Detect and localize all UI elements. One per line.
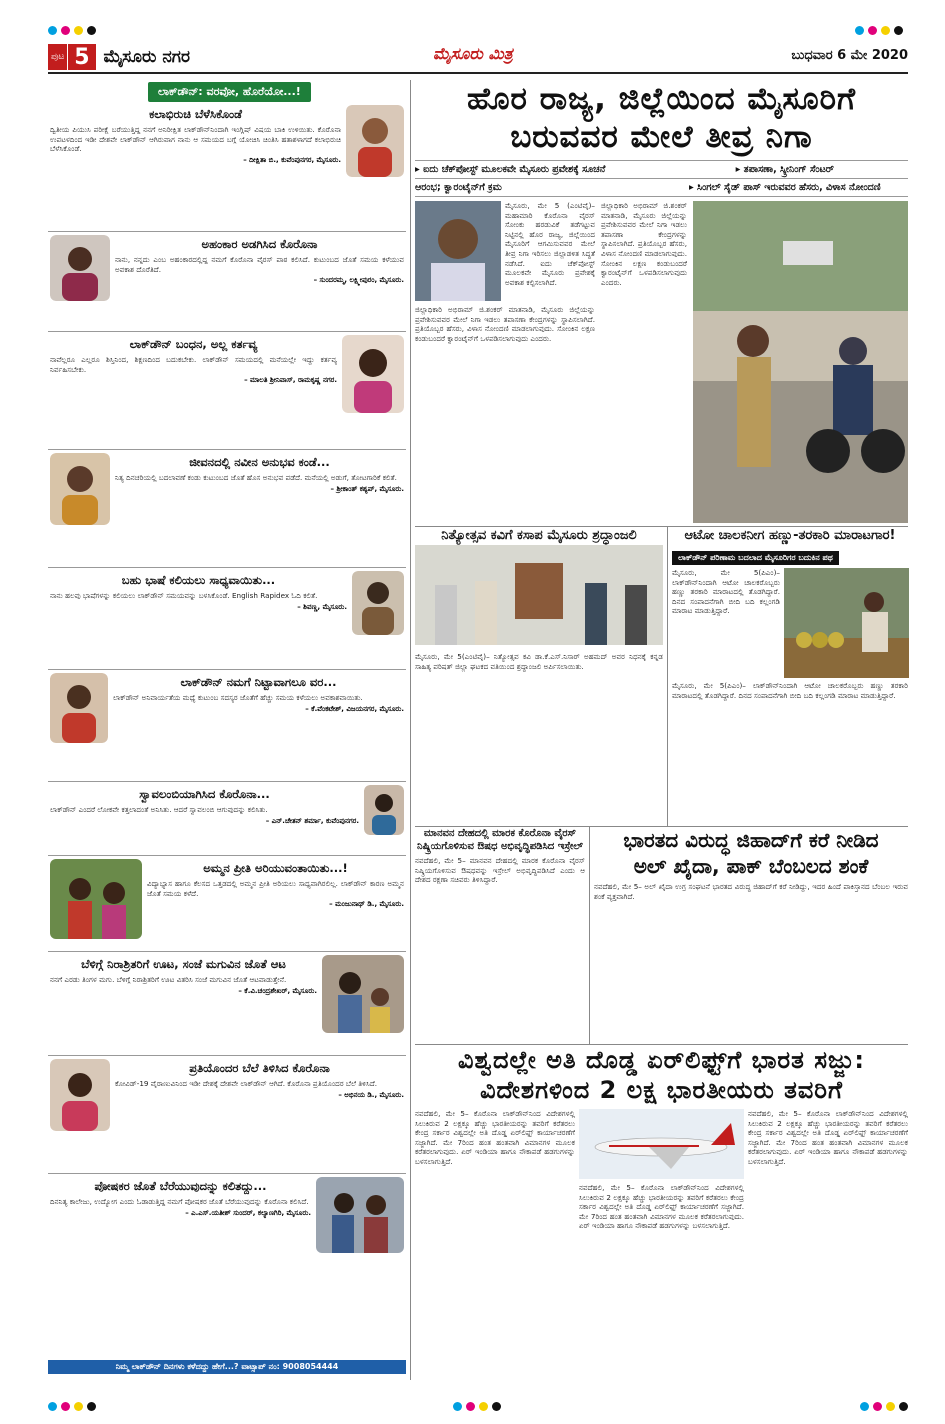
reg-dot [453, 1402, 462, 1411]
story-text-col3: ನವದೆಹಲಿ, ಮೇ 5– ಕೊರೊನಾ ಲಾಕ್‌ಡೌನ್‌ನಿಂದ ವಿದೇಶಗಳಲ್ಲಿ ಸಿಲುಕಿರುವ 2 ಲಕ್ಷಕ್ಕೂ ಹೆಚ್ಚು ಭಾರತೀಯರನ್ನು ತವರಿಗೆ ಕರೆತರಲು ಕೇಂದ್ರ ಸರ್ಕಾರ ವಿಶ್ವದಲ್ಲೇ ಅತಿ ದೊಡ್ಡ ಏರ್‌ಲಿಫ್ಟ್ ಕಾರ್ಯಾಚರಣೆಗೆ ಸಜ್ಜಾಗಿದೆ. ಮೇ 7ರಿಂದ ಹಂತ ಹಂತವಾಗಿ ವಿಮಾನಗಳ ಮೂಲಕ ಕರೆತರಲಾಗುವುದು. ಏರ್ ಇಂಡಿಯಾ ಹಾಗೂ ನೌಕಾಪಡೆ ಹಡಗುಗಳನ್ನು ಬಳಸಲಾಗುತ್ತಿದೆ. [748, 1109, 908, 1166]
story-author: – ಎ.ಎಸ್.ಯತೀಶ್ ಸುಂದರ್, ಕಲ್ಯಾಣಗಿರಿ, ಮೈಸೂರು. [185, 1208, 311, 1217]
story-body: ದ್ವಿತೀಯ ಪಿಯುಸಿ ಪರೀಕ್ಷೆ ಬರೆಯುತ್ತಿದ್ದ ನನಗೆ ಅನಿರೀಕ್ಷಿತ ಲಾಕ್‌ಡೌನ್‌ನಿಂದಾಗಿ ಇಂಗ್ಲಿಷ್ ವಿಷಯ ಬಾಕಿ ಉಳಿಯಿತು. ಕೊರೊನಾ ಉಪಟಳದಿಂದ ಇಡೀ ದೇಶವೇ ಲಾಕ್‌ಡೌನ್ ಆಗಿರುವಾಗ ನಾನು ಆ ಸಮಯದ ಬಗ್ಗೆ ಯೋಚಿಸಿ ಚಿಂತಿಸಿ ಹತಾಶಳಾಗದೆ ಕಲಾಭಿರುಚಿ ಬೆಳೆಸಿಕೊಂಡೆ. [50, 125, 341, 154]
story-body: ವಿದ್ಯಾಭ್ಯಾಸ ಹಾಗೂ ಕೆಲಸದ ಒತ್ತಡದಲ್ಲಿ ಅಮ್ಮನ ಪ್ರೀತಿ ಅರಿಯಲು ಸಾಧ್ಯವಾಗಿರಲಿಲ್ಲ. ಲಾಕ್‌ಡೌನ್ ಕಾರಣ ಅಮ್ಮನ ಜೊತೆ ಸಮಯ ಕಳೆದೆ. [147, 879, 404, 898]
story-body: ಕೋವಿಡ್-19 ವೈರಾಣುವಿನಿಂದ ಇಡೀ ದೇಶಕ್ಕೆ ದೇಶವೇ ಲಾಕ್‌ಡೌನ್ ಆಗಿದೆ. ಕೊರೊನಾ ಪ್ರತಿಯೊಂದರ ಬೆಲೆ ತಿಳಿಸಿದೆ. [115, 1079, 378, 1088]
reg-dot [873, 1402, 882, 1411]
airlift-story [415, 1044, 908, 1331]
story-card [48, 1056, 406, 1174]
whatsapp-footer: ನಿಮ್ಮ ಲಾಕ್‌ಡೌನ್ ದಿನಗಳು ಕಳೆದದ್ದು ಹೇಗೆ...? ವಾಟ್ಸಾಪ್ ನಂ: 9008054444 [48, 1360, 406, 1374]
official-portrait [415, 201, 501, 301]
reg-dot [61, 1402, 70, 1411]
family-photo [50, 859, 142, 939]
story-headline-line1: ವಿಶ್ವದಲ್ಲೇ ಅತಿ ದೊಡ್ಡ ಏರ್‌ಲಿಫ್ಟ್‌ಗೆ ಭಾರತ ಸಜ್ಜು: [458, 1046, 865, 1074]
lead-kicker: ▸ ಸಿಂಗಲ್ ಸೈಡ್ ಪಾಸ್ ಇರುವವರ ಹೆಸರು, ವಿಳಾಸ ನೋಂದಣಿ [688, 182, 881, 193]
story-author: – ಮಂಜುನಾಥ್ ಡಿ., ಮೈಸೂರು. [329, 900, 404, 909]
story-card [48, 450, 406, 568]
story-author: – ಕೆ.ವಿ.ಚಂದ್ರಶೇಖರ್, ಮೈಸೂರು. [238, 986, 317, 995]
lead-story-text-col2: ಜಿಲ್ಲಾಧಿಕಾರಿ ಅಭಿರಾಮ್ ಜಿ.ಶಂಕರ್ ಮಾತನಾಡಿ, ಮೈಸೂರು ಜಿಲ್ಲೆಯನ್ನು ಪ್ರವೇಶಿಸುವವರ ಮೇಲೆ ನಿಗಾ ಇಡಲು ತಪಾಸಣಾ ಕೇಂದ್ರಗಳನ್ನು ಸ್ಥಾಪಿಸಲಾಗಿದೆ. ಪ್ರತಿಯೊಬ್ಬರ ಹೆಸರು, ವಿಳಾಸ ನೋಂದಣಿ ಮಾಡಲಾಗುವುದು. ಸೋಂಕಿನ ಲಕ್ಷಣ ಕಂಡುಬಂದರೆ ಕ್ವಾರಂಟೈನ್‌ಗೆ ಒಳಪಡಿಸಲಾಗುವುದು ಎಂದರು. [601, 201, 687, 287]
lead-story-text: ಮೈಸೂರು, ಮೇ 5 (ಎಂಟಿವೈ)– ಮಹಾಮಾರಿ ಕೊರೊನಾ ವೈರಸ್ ಸೋಂಕು ಹರಡುವಿಕೆ ತಡೆಗಟ್ಟುವ ನಿಟ್ಟಿನಲ್ಲಿ ಹೊರ ರಾಜ್ಯ, ಜಿಲ್ಲೆಯಿಂದ ಮೈಸೂರಿಗೆ ಆಗಮಿಸುವವರ ಮೇಲೆ ತೀವ್ರ ನಿಗಾ ಇರಿಸಲು ಜಿಲ್ಲಾಡಳಿತ ಸಿದ್ಧತೆ ನಡೆಸಿದೆ. ಐದು ಚೆಕ್‌ಪೋಸ್ಟ್ ಮೂಲಕವೇ ಮೈಸೂರು ಪ್ರವೇಶಕ್ಕೆ ಅವಕಾಶ ಕಲ್ಪಿಸಲಾಗಿದೆ. [505, 201, 595, 287]
israel-story [415, 827, 585, 1045]
story-text: ಮೈಸೂರು, ಮೇ 5(ಪಿಎಂ)– ಲಾಕ್‌ಡೌನ್‌ನಿಂದಾಗಿ ಆಟೋ ಚಾಲಕರೊಬ್ಬರು ಹಣ್ಣು ತರಕಾರಿ ಮಾರಾಟದಲ್ಲಿ ತೊಡಗಿದ್ದಾರೆ. ದಿನದ ಸಂಪಾದನೆಗಾಗಿ ಬೀದಿ ಬದಿ ಕಲ್ಲಂಗಡಿ ಮಾರಾಟ ಮಾಡುತ್ತಿದ್ದಾರೆ. [672, 681, 908, 700]
story-body: ನನಗೆ ಎರಡು ತಿಂಗಳ ಮಗು. ಬೆಳಿಗ್ಗೆ ನಿರಾಶ್ರಿತರಿಗೆ ಊಟ ವಿತರಿಸಿ ಸಂಜೆ ಮಗುವಿನ ಜೊತೆ ಆಟವಾಡುತ್ತೇನೆ. [50, 975, 287, 984]
reg-dot [74, 26, 83, 35]
story-title: ಪೋಷಕರ ಜೊತೆ ಬೆರೆಯುವುದನ್ನು ಕಲಿತದ್ದು... [94, 1179, 267, 1193]
story-author: – ಶಿವಣ್ಣ, ಮೈಸೂರು. [297, 602, 347, 611]
story-title: ಲಾಕ್‌ಡೌನ್ ಬಂಧನ, ಅಲ್ಲ ಕರ್ತವ್ಯ [129, 337, 258, 351]
portrait-photo [50, 673, 108, 743]
story-author: – ಎನ್.ಚೇತನ್ ಶರ್ಮಾ, ಕುವೆಂಪುನಗರ. [265, 816, 359, 825]
portrait-photo [50, 235, 110, 301]
auto-driver-story [667, 527, 908, 827]
page-label: ಪುಟ [48, 44, 67, 70]
lead-story-text-continued: ಜಿಲ್ಲಾಧಿಕಾರಿ ಅಭಿರಾಮ್ ಜಿ.ಶಂಕರ್ ಮಾತನಾಡಿ, ಮೈಸೂರು ಜಿಲ್ಲೆಯನ್ನು ಪ್ರವೇಶಿಸುವವರ ಮೇಲೆ ನಿಗಾ ಇಡಲು ತಪಾಸಣಾ ಕೇಂದ್ರಗಳನ್ನು ಸ್ಥಾಪಿಸಲಾಗಿದೆ. ಪ್ರತಿಯೊಬ್ಬರ ಹೆಸರು, ವಿಳಾಸ ನೋಂದಣಿ ಮಾಡಲಾಗುವುದು. ಸೋಂಕಿನ ಲಕ್ಷಣ ಕಂಡುಬಂದರೆ ಕ್ವಾರಂಟೈನ್‌ಗೆ ಒಳಪಡಿಸಲಾಗುವುದು ಎಂದರು. [415, 305, 595, 343]
story-body: ದಿನನಿತ್ಯ ಕಾಲೇಜು, ಉದ್ಯೋಗ ಎಂದು ಓಡಾಡುತ್ತಿದ್ದ ನಮಗೆ ಪೋಷಕರ ಜೊತೆ ಬೆರೆಯುವುದನ್ನು ಕೊರೊನಾ ಕಲಿಸಿದೆ. [50, 1197, 309, 1206]
story-author: – ಕೆ.ವೆಂಕಟೇಶ್, ವಿಜಯನಗರ, ಮೈಸೂರು. [305, 704, 404, 713]
story-headline-line1: ಭಾರತದ ವಿರುದ್ಧ ಜಿಹಾದ್‌ಗೆ ಕರೆ ನೀಡಿದ [623, 828, 879, 852]
story-card [48, 232, 406, 332]
story-card [48, 856, 406, 952]
page-header [48, 44, 908, 74]
reg-dot [894, 26, 903, 35]
reg-dot [492, 1402, 501, 1411]
reg-dot [87, 1402, 96, 1411]
column-banner: ಲಾಕ್‌ಡೌನ್: ವರವೋ, ಹೊರೆಯೋ...! [148, 82, 311, 102]
column-divider [410, 80, 411, 1380]
story-body: ನಾವೆಲ್ಲರೂ ಎಲ್ಲರೂ ಶಿಸ್ತಿನಿಂದ, ಶಿಕ್ಷಣದಿಂದ ಬದುಕಬೇಕು. ಲಾಕ್‌ಡೌನ್ ಸಮಯದಲ್ಲಿ ಮನೆಯಲ್ಲೇ ಇದ್ದು ಕರ್ತವ್ಯ ನಿರ್ವಹಿಸಬೇಕು. [50, 355, 337, 374]
section-title: ಮೈಸೂರು ನಗರ [103, 47, 190, 67]
story-title: ಲಾಕ್‌ಡೌನ್ ನಮಗೆ ನಿಟ್ಟಾವಾಗಲೂ ವರ... [180, 675, 337, 689]
left-column [48, 80, 406, 1374]
story-author: – ಶ್ರೀಕಾಂತ್ ಕಶ್ಯಪ್, ಮೈಸೂರು. [330, 484, 404, 493]
lead-kicker-row [415, 160, 908, 179]
story-headline-line2: ವಿದೇಶಗಳಿಂದ 2 ಲಕ್ಷ ಭಾರತೀಯರು ತವರಿಗೆ [480, 1076, 843, 1104]
jihad-story [589, 827, 908, 1045]
reg-dot [466, 1402, 475, 1411]
story-title: ಕಲಾಭಿರುಚಿ ಬೆಳೆಸಿಕೊಂಡೆ [149, 107, 242, 121]
story-headline: ನಿತ್ಯೋತ್ಸವ ಕವಿಗೆ ಕಸಾಪ ಮೈಸೂರು ಶ್ರದ್ಧಾಂಜಲಿ [441, 528, 637, 543]
story-title: ಪ್ರತಿಯೊಂದರ ಬೆಲೆ ತಿಳಿಸಿದ ಕೊರೊನಾ [189, 1061, 330, 1075]
story-title: ಜೀವನದಲ್ಲಿ ನವೀನ ಅನುಭವ ಕಂಡೆ... [189, 455, 330, 469]
reg-dot [87, 26, 96, 35]
reg-dot [881, 26, 890, 35]
lead-headline-line1: ಹೊರ ರಾಜ್ಯ, ಜಿಲ್ಲೆಯಿಂದ ಮೈಸೂರಿಗೆ [467, 81, 856, 117]
story-text: ನವದೆಹಲಿ, ಮೇ 5– ಮಾನವನ ದೇಹದಲ್ಲಿ ಮಾರಕ ಕೊರೊನಾ ವೈರಸ್ ನಿಷ್ಕ್ರಿಯಗೊಳಿಸುವ ಔಷಧವನ್ನು ಇಸ್ರೇಲ್ ಅಭಿವೃದ್ಧಿಪಡಿಸಿದೆ ಎಂದು ಆ ದೇಶದ ರಕ್ಷಣಾ ಸಚಿವರು ತಿಳಿಸಿದ್ದಾರೆ. [415, 856, 585, 885]
lead-headline-line2: ಬರುವವರ ಮೇಲೆ ತೀವ್ರ ನಿಗಾ [510, 119, 813, 155]
third-row [415, 826, 908, 1044]
lead-kicker: ಆರಂಭ; ಕ್ವಾರಂಟೈನ್‌ಗೆ ಕ್ರಮ [415, 182, 502, 193]
lead-kicker: ▸ ಐದು ಚೆಕ್‌ಪೋಸ್ಟ್ ಮೂಲಕವೇ ಮೈಸೂರು ಪ್ರವೇಶಕ್ಕೆ ಸೂಚನೆ [415, 164, 606, 175]
registration-dots-bottom [48, 1402, 908, 1412]
story-body: ನಿತ್ಯ ದಿನಚರಿಯಲ್ಲಿ ಬದಲಾವಣೆ ಕಂಡು ಕುಟುಂಬದ ಜೊತೆ ಹೊಸ ಅನುಭವ ಪಡೆದೆ. ಮನೆಯಲ್ಲಿ ಅಡುಗೆ, ತೋಟಗಾರಿಕೆ ಕಲಿತೆ. [115, 473, 397, 482]
story-body: ನಾನು, ನನ್ನದು ಎಂಬ ಅಹಂಕಾರದಲ್ಲಿದ್ದ ನಮಗೆ ಕೊರೊನಾ ವೈರಸ್ ಪಾಠ ಕಲಿಸಿದೆ. ಕುಟುಂಬದ ಜೊತೆ ಸಮಯ ಕಳೆಯುವ ಅವಕಾಶ ದೊರೆತಿದೆ. [115, 255, 404, 274]
story-card [48, 782, 406, 856]
story-card [48, 568, 406, 670]
story-headline: ಮಾನವನ ದೇಹದಲ್ಲಿ ಮಾರಕ ಕೊರೊನಾ ವೈರಸ್ ನಿಷ್ಕ್ರಿಯಗೊಳಿಸುವ ಔಷಧ ಅಭಿವೃದ್ಧಿಪಡಿಸಿದ ಇಸ್ರೇಲ್ [417, 828, 583, 852]
reg-dot [48, 1402, 57, 1411]
checkpost-photo [693, 201, 908, 523]
reg-dots-right [860, 1402, 908, 1411]
story-text: ಮೈಸೂರು, ಮೇ 5(ಎಂಟಿವೈ)– ನಿತ್ಯೋತ್ಸವ ಕವಿ ಡಾ.ಕೆ.ಎಸ್.ನಿಸಾರ್ ಅಹಮದ್ ಅವರ ನಿಧನಕ್ಕೆ ಕನ್ನಡ ಸಾಹಿತ್ಯ ಪರಿಷತ್ ಜಿಲ್ಲಾ ಘಟಕದ ವತಿಯಿಂದ ಶ್ರದ್ಧಾಂಜಲಿ ಅರ್ಪಿಸಲಾಯಿತು. [415, 652, 663, 671]
reg-dot [855, 26, 864, 35]
story-text: ಮೈಸೂರು, ಮೇ 5(ಪಿಎಂ)– ಲಾಕ್‌ಡೌನ್‌ನಿಂದಾಗಿ ಆಟೋ ಚಾಲಕರೊಬ್ಬರು ಹಣ್ಣು ತರಕಾರಿ ಮಾರಾಟದಲ್ಲಿ ತೊಡಗಿದ್ದಾರೆ. ದಿನದ ಸಂಪಾದನೆಗಾಗಿ ಬೀದಿ ಬದಿ ಕಲ್ಲಂಗಡಿ ಮಾರಾಟ ಮಾಡುತ್ತಿದ್ದಾರೆ. [672, 568, 780, 616]
story-body: ನಾನು ಹಲವು ಭಾಷೆಗಳನ್ನು ಕಲಿಯಲು ಲಾಕ್‌ಡೌನ್ ಸಮಯವನ್ನು ಬಳಸಿಕೊಂಡೆ. English Rapidex ಓದಿ ಕಲಿತೆ. [50, 591, 318, 600]
kasapa-story [415, 527, 663, 827]
airplane-photo [579, 1109, 744, 1179]
story-card [48, 102, 406, 232]
reg-dot [899, 1402, 908, 1411]
story-author: – ಸುಂದರಮ್ಮ, ಲಕ್ಷ್ಮೀಪುರಂ, ಮೈಸೂರು. [313, 276, 404, 285]
registration-dots-top-right [855, 26, 903, 35]
lead-kicker: ▸ ತಪಾಸಣಾ, ಸ್ಕ್ರೀನಿಂಗ್ ಸೆಂಟರ್ [735, 164, 834, 175]
story-title: ಸ್ವಾವಲಂಬಿಯಾಗಿಸಿದ ಕೊರೊನಾ... [139, 787, 270, 801]
auto-story-top [672, 568, 908, 678]
registration-dots-top [48, 26, 96, 35]
story-card [48, 952, 406, 1056]
story-kicker: ಲಾಕ್‌ಡೌನ್ ಪರಿಣಾಮ ಬದಲಾದ ಮೈಸೂರಿಗರ ಬದುಕಿನ ಪಥ [672, 551, 839, 565]
header-rule [48, 72, 908, 74]
story-text: ನವದೆಹಲಿ, ಮೇ 5– ಅಲ್ ಖೈದಾ ಉಗ್ರ ಸಂಘಟನೆ ಭಾರತದ ವಿರುದ್ಧ ಜಿಹಾದ್‌ಗೆ ಕರೆ ನೀಡಿದ್ದು, ಇದರ ಹಿಂದೆ ಪಾಕಿಸ್ತಾನದ ಬೆಂಬಲ ಇರುವ ಶಂಕೆ ವ್ಯಕ್ತವಾಗಿದೆ. [594, 882, 908, 901]
story-card [48, 670, 406, 782]
story-text: ನವದೆಹಲಿ, ಮೇ 5– ಕೊರೊನಾ ಲಾಕ್‌ಡೌನ್‌ನಿಂದ ವಿದೇಶಗಳಲ್ಲಿ ಸಿಲುಕಿರುವ 2 ಲಕ್ಷಕ್ಕೂ ಹೆಚ್ಚು ಭಾರತೀಯರನ್ನು ತವರಿಗೆ ಕರೆತರಲು ಕೇಂದ್ರ ಸರ್ಕಾರ ವಿಶ್ವದಲ್ಲೇ ಅತಿ ದೊಡ್ಡ ಏರ್‌ಲಿಫ್ಟ್ ಕಾರ್ಯಾಚರಣೆಗೆ ಸಜ್ಜಾಗಿದೆ. ಮೇ 7ರಿಂದ ಹಂತ ಹಂತವಾಗಿ ವಿಮಾನಗಳ ಮೂಲಕ ಕರೆತರಲಾಗುವುದು. ಏರ್ ಇಂಡಿಯಾ ಹಾಗೂ ನೌಕಾಪಡೆ ಹಡಗುಗಳನ್ನು ಬಳಸಲಾಗುತ್ತಿದೆ. [415, 1109, 575, 1166]
reg-dots-center [453, 1402, 501, 1411]
reg-dot [860, 1402, 869, 1411]
reg-dot [74, 1402, 83, 1411]
airlift-body [415, 1109, 908, 1329]
story-body: ಲಾಕ್‌ಡೌನ್ ಅನಿವಾರ್ಯತೆಯ ಮಧ್ಯೆ ಕುಟುಂಬ ಸದಸ್ಯರ ಜೊತೆಗೆ ಹೆಚ್ಚು ಸಮಯ ಕಳೆಯಲು ಅವಕಾಶವಾಯಿತು. [113, 693, 363, 702]
family-photo [316, 1177, 404, 1253]
story-author: – ಮಾಲತಿ ಶ್ರೀನಿವಾಸ್, ರಾಮಕೃಷ್ಣ ನಗರ. [244, 376, 337, 385]
story-headline-line2: ಅಲ್ ಖೈದಾ, ಪಾಕ್ ಬೆಂಬಲದ ಶಂಕೆ [633, 854, 869, 878]
portrait-photo [346, 105, 404, 177]
portrait-photo [352, 571, 404, 635]
reg-dots-left [48, 1402, 96, 1411]
page-number-box [48, 44, 190, 70]
fruit-vendor-photo [784, 568, 909, 678]
lead-story [415, 201, 908, 526]
story-title: ಬಹು ಭಾಷೆ ಕಲಿಯಲು ಸಾಧ್ಯವಾಯಿತು... [121, 573, 276, 587]
reg-dot [886, 1402, 895, 1411]
story-body: ಲಾಕ್‌ಡೌನ್ ಎಂದರೆ ಲೋಕವೇ ಕತ್ತಲಾದಂತೆ ಅನಿಸಿತು. ಆದರೆ ಸ್ವಾವಲಂಬಿ ಆಗುವುದನ್ನು ಕಲಿಸಿತು. [50, 805, 268, 814]
portrait-photo [50, 1059, 110, 1131]
reg-dot [479, 1402, 488, 1411]
portrait-photo [50, 453, 110, 525]
main-area [415, 80, 908, 1380]
story-text-col2: ನವದೆಹಲಿ, ಮೇ 5– ಕೊರೊನಾ ಲಾಕ್‌ಡೌನ್‌ನಿಂದ ವಿದೇಶಗಳಲ್ಲಿ ಸಿಲುಕಿರುವ 2 ಲಕ್ಷಕ್ಕೂ ಹೆಚ್ಚು ಭಾರತೀಯರನ್ನು ತವರಿಗೆ ಕರೆತರಲು ಕೇಂದ್ರ ಸರ್ಕಾರ ವಿಶ್ವದಲ್ಲೇ ಅತಿ ದೊಡ್ಡ ಏರ್‌ಲಿಫ್ಟ್ ಕಾರ್ಯಾಚರಣೆಗೆ ಸಜ್ಜಾಗಿದೆ. ಮೇ 7ರಿಂದ ಹಂತ ಹಂತವಾಗಿ ವಿಮಾನಗಳ ಮೂಲಕ ಕರೆತರಲಾಗುವುದು. ಏರ್ ಇಂಡಿಯಾ ಹಾಗೂ ನೌಕಾಪಡೆ ಹಡಗುಗಳನ್ನು ಬಳಸಲಾಗುತ್ತಿದೆ. [579, 1183, 744, 1231]
lead-kicker-row [415, 179, 908, 197]
reg-dot [61, 26, 70, 35]
story-card [48, 1174, 406, 1278]
masthead: ಮೈಸೂರು ಮಿತ್ರ [433, 44, 513, 63]
second-row [415, 526, 908, 826]
tribute-photo [415, 545, 663, 645]
portrait-photo [364, 785, 404, 835]
story-author: – ದೀಕ್ಷಿತಾ ಬಿ., ಕುವೆಂಪುನಗರ, ಮೈಸೂರು. [243, 155, 341, 164]
dateline: ಬುಧವಾರ 6 ಮೇ 2020 [791, 48, 908, 63]
story-card [48, 332, 406, 450]
story-headline: ಆಟೋ ಚಾಲಕನೀಗ ಹಣ್ಣು-ತರಕಾರಿ ಮಾರಾಟಗಾರ! [684, 528, 896, 543]
story-author: – ಅಭಿನಯ ಡಿ., ಮೈಸೂರು. [338, 1090, 404, 1099]
reg-dot [868, 26, 877, 35]
reg-dot [48, 26, 57, 35]
page-number: 5 [67, 44, 95, 70]
story-title: ಅಹಂಕಾರ ಅಡಗಿಸಿದ ಕೊರೊನಾ [201, 237, 318, 251]
story-title: ಅಮ್ಮನ ಪ್ರೀತಿ ಅರಿಯುವಂತಾಯಿತು...! [203, 861, 348, 875]
story-title: ಬೆಳಿಗ್ಗೆ ನಿರಾಶ್ರಿತರಿಗೆ ಊಟ, ಸಂಜೆ ಮಗುವಿನ ಜೊತೆ ಆಟ [81, 957, 286, 971]
family-photo [322, 955, 404, 1033]
portrait-photo [342, 335, 404, 413]
